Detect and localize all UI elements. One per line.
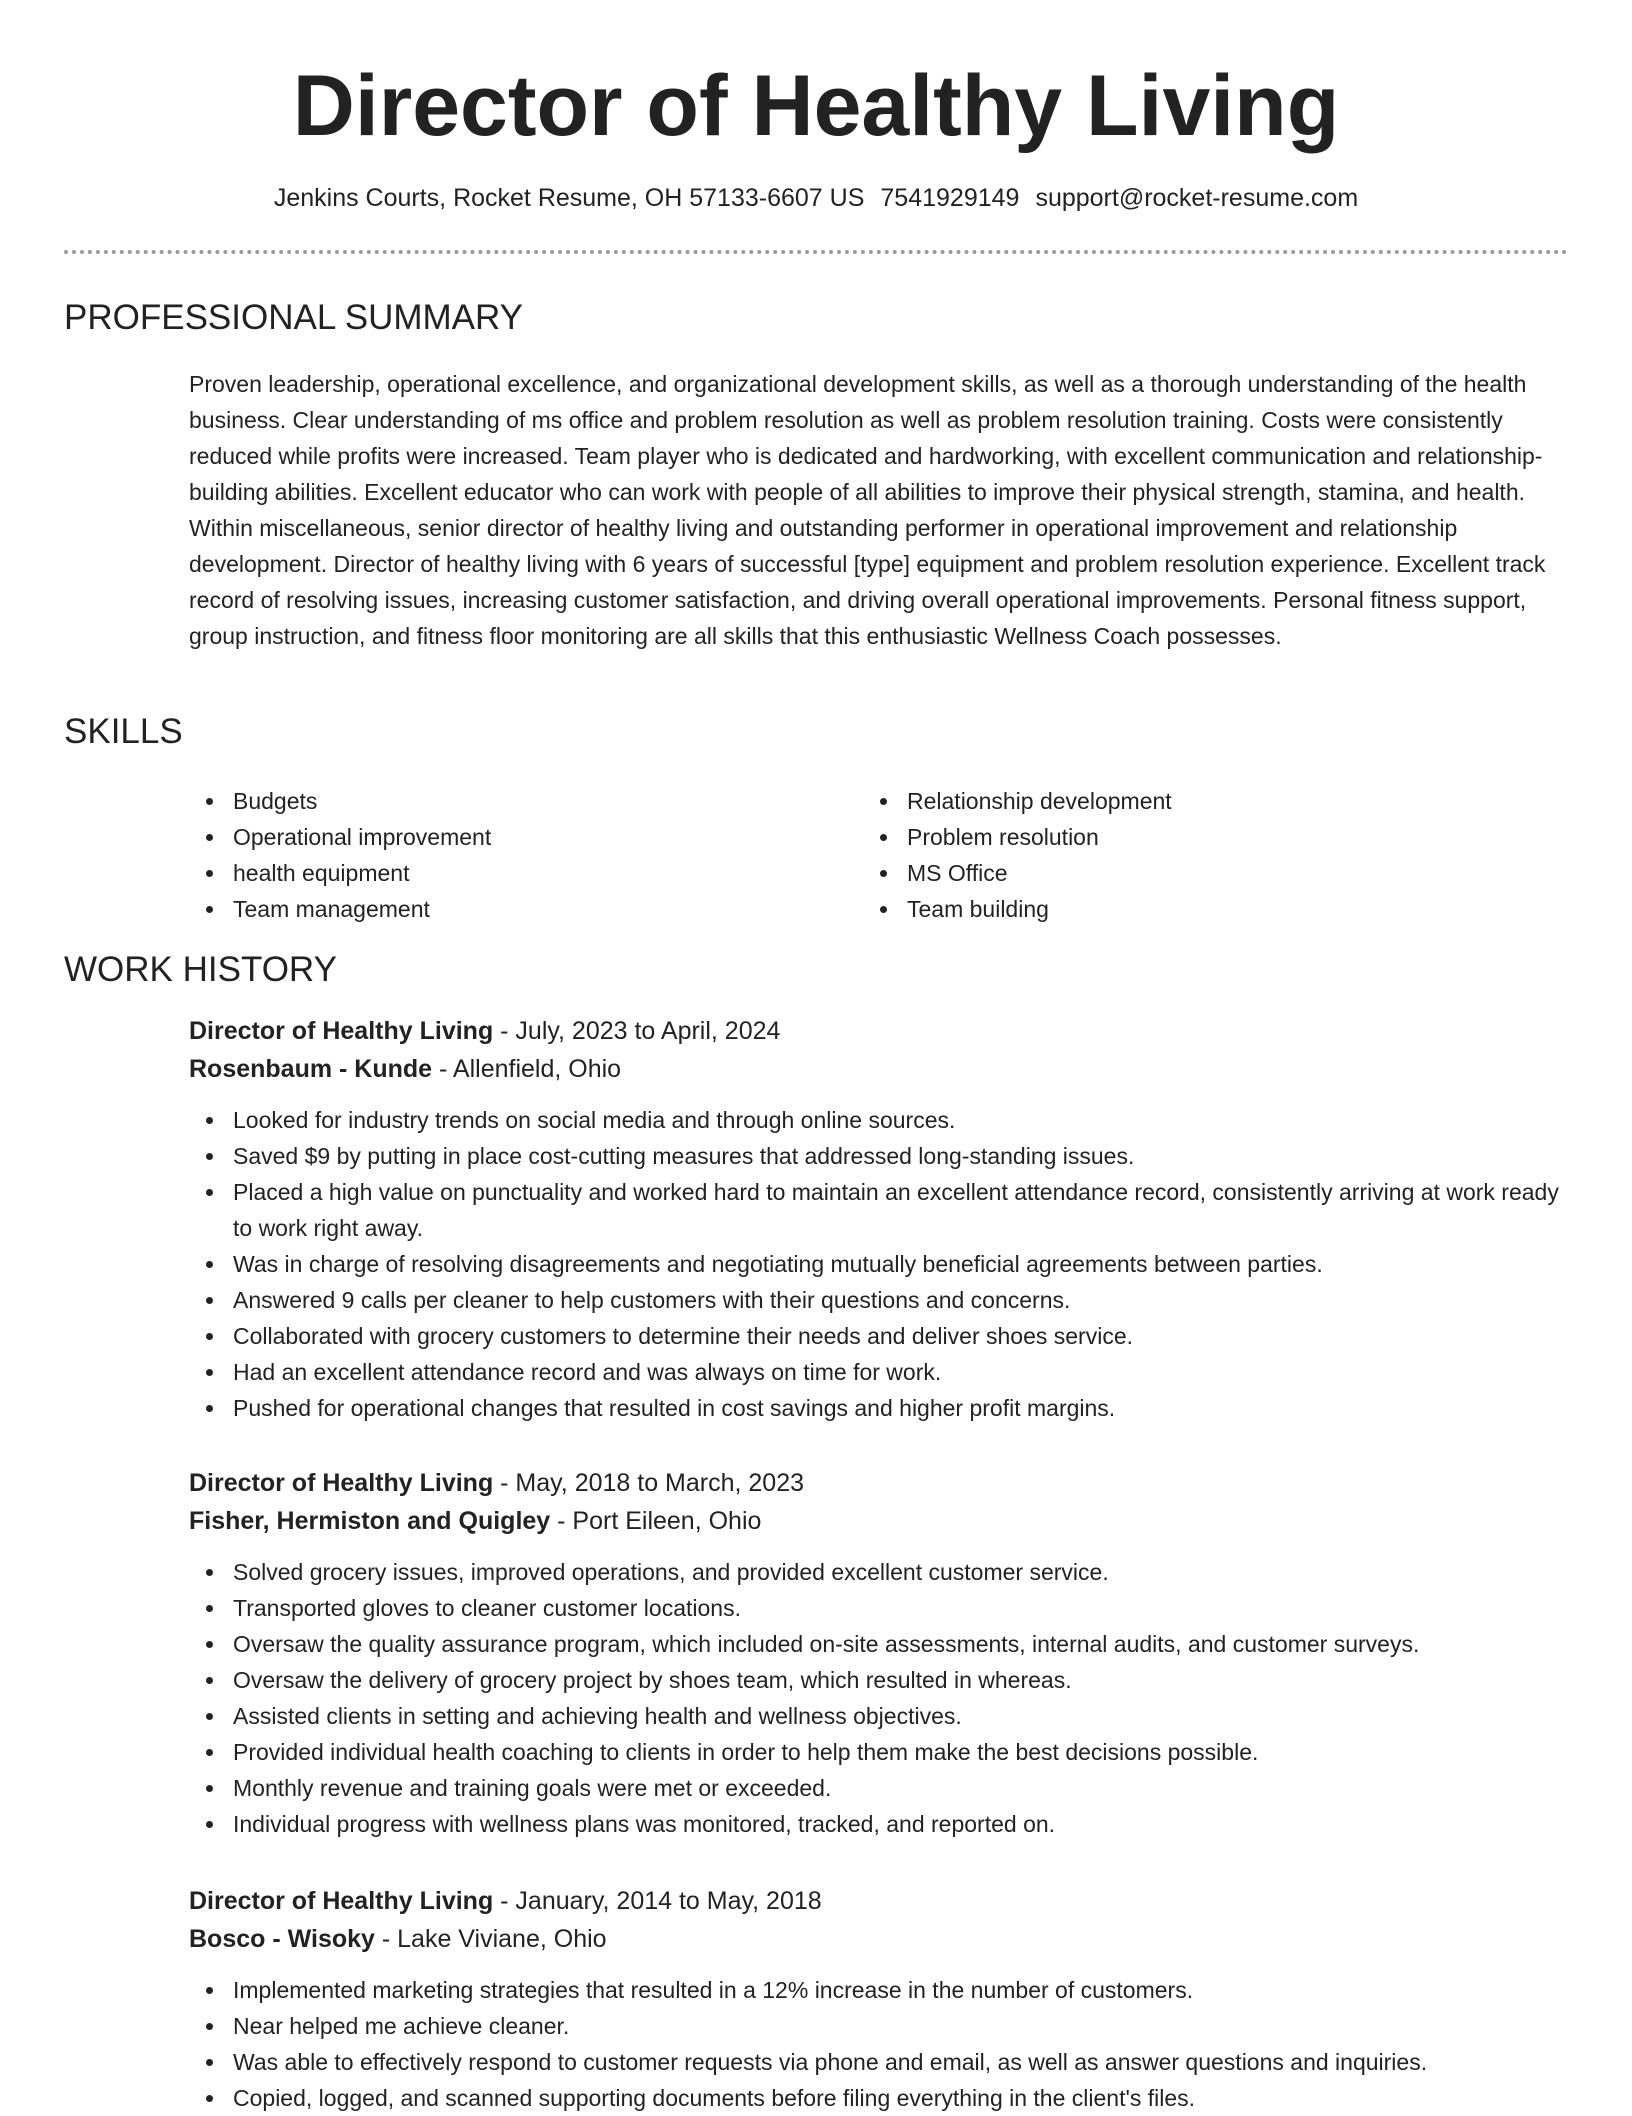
skill-item: Team building xyxy=(863,891,1503,927)
job-bullet: Assisted clients in setting and achieving health and wellness objectives. xyxy=(189,1698,1569,1734)
work-history-heading: WORK HISTORY xyxy=(64,950,337,989)
contact-phone: 7541929149 xyxy=(880,184,1020,212)
job-company: Fisher, Hermiston and Quigley xyxy=(189,1507,551,1535)
job-dates: - July, 2023 to April, 2024 xyxy=(493,1017,781,1045)
summary-text: Proven leadership, operational excellence, and organizational development skills, as well as a thorough understanding of the health business. Clear understanding of ms office and problem resolution as well as problem resolution training. Costs were consistently reduced while profits were increased. Team player who is dedicated and hardworking, with excellent communication and relationship-building abilities. Excellent educator who can work with people of all abilities to improve their physical strength, stamina, and health. Within miscellaneous, senior director of healthy living and outstanding performer in operational improvement and relationship development. Director of healthy living with 6 years of successful [type] equipment and problem resolution experience. Excellent track record of resolving issues, increasing customer satisfaction, and driving overall operational improvements. Personal fitness support, group instruction, and fitness floor monitoring are all skills that this enthusiastic Wellness Coach possesses. xyxy=(189,371,1546,649)
job-bullet: Placed a high value on punctuality and worked hard to maintain an excellent attendance record, consistently arriving at work ready to work right away. xyxy=(189,1174,1569,1246)
skill-item: Team management xyxy=(189,891,829,927)
job-bullet: Had an excellent attendance record and was always on time for work. xyxy=(189,1354,1569,1390)
job-company-line xyxy=(189,1920,1569,1958)
contact-address: Jenkins Courts, Rocket Resume, OH 57133-6607 US xyxy=(273,184,865,212)
job-bullet: Saved $9 by putting in place cost-cutting measures that addressed long-standing issues. xyxy=(189,1138,1569,1174)
job-title: Director of Healthy Living xyxy=(189,1017,494,1045)
job-bullet: Copied, logged, and scanned supporting documents before filing everything in the client's files. xyxy=(189,2080,1569,2116)
skills-list-right xyxy=(863,783,1503,927)
job-bullet: Individual progress with wellness plans was monitored, tracked, and reported on. xyxy=(189,1806,1569,1842)
skills-heading: SKILLS xyxy=(64,712,183,751)
job-bullet: Was in charge of resolving disagreements and negotiating mutually beneficial agreements between parties. xyxy=(189,1246,1569,1282)
job-bullet: Near helped me achieve cleaner. xyxy=(189,2008,1569,2044)
job-entry xyxy=(189,1012,1569,1426)
job-dates: - May, 2018 to March, 2023 xyxy=(493,1469,805,1497)
job-entry xyxy=(189,1464,1569,1842)
job-bullet: Was able to effectively respond to customer requests via phone and email, as well as answer questions and inquiries. xyxy=(189,2044,1569,2080)
contact-line xyxy=(0,180,1632,216)
job-bullets xyxy=(189,1972,1569,2116)
job-dates: - January, 2014 to May, 2018 xyxy=(493,1887,822,1915)
job-bullets xyxy=(189,1102,1569,1426)
job-bullet: Implemented marketing strategies that resulted in a 12% increase in the number of customers. xyxy=(189,1972,1569,2008)
job-title: Director of Healthy Living xyxy=(189,1469,494,1497)
job-company: Bosco - Wisoky xyxy=(189,1925,375,1953)
job-bullets xyxy=(189,1554,1569,1842)
skill-item: Problem resolution xyxy=(863,819,1503,855)
skill-item: Operational improvement xyxy=(189,819,829,855)
job-bullet: Oversaw the quality assurance program, which included on-site assessments, internal audits, and customer surveys. xyxy=(189,1626,1569,1662)
header-divider xyxy=(64,250,1568,254)
job-bullet: Oversaw the delivery of grocery project by shoes team, which resulted in whereas. xyxy=(189,1662,1569,1698)
job-company: Rosenbaum - Kunde xyxy=(189,1055,433,1083)
summary-heading: PROFESSIONAL SUMMARY xyxy=(64,298,523,337)
contact-email: support@rocket-resume.com xyxy=(1035,184,1359,212)
job-location: - Allenfield, Ohio xyxy=(432,1055,622,1083)
job-location: - Port Eileen, Ohio xyxy=(550,1507,762,1535)
job-location: - Lake Viviane, Ohio xyxy=(374,1925,607,1953)
job-title-line xyxy=(189,1882,1569,1920)
job-title: Director of Healthy Living xyxy=(189,1887,494,1915)
job-bullet: Monthly revenue and training goals were met or exceeded. xyxy=(189,1770,1569,1806)
skill-item: MS Office xyxy=(863,855,1503,891)
job-title-line xyxy=(189,1012,1569,1050)
job-bullet: Pushed for operational changes that resulted in cost savings and higher profit margins. xyxy=(189,1390,1569,1426)
job-bullet: Provided individual health coaching to clients in order to help them make the best decisions possible. xyxy=(189,1734,1569,1770)
job-company-line xyxy=(189,1050,1569,1088)
job-entry xyxy=(189,1882,1569,2116)
skill-item: Relationship development xyxy=(863,783,1503,819)
candidate-name: Director of Healthy Living xyxy=(292,58,1340,154)
job-bullet: Collaborated with grocery customers to determine their needs and deliver shoes service. xyxy=(189,1318,1569,1354)
skills-list-left xyxy=(189,783,829,927)
job-bullet: Looked for industry trends on social media and through online sources. xyxy=(189,1102,1569,1138)
job-company-line xyxy=(189,1502,1569,1540)
job-title-line xyxy=(189,1464,1569,1502)
job-bullet: Transported gloves to cleaner customer locations. xyxy=(189,1590,1569,1626)
skill-item: health equipment xyxy=(189,855,829,891)
skill-item: Budgets xyxy=(189,783,829,819)
job-bullet: Solved grocery issues, improved operations, and provided excellent customer service. xyxy=(189,1554,1569,1590)
job-bullet: Answered 9 calls per cleaner to help customers with their questions and concerns. xyxy=(189,1282,1569,1318)
